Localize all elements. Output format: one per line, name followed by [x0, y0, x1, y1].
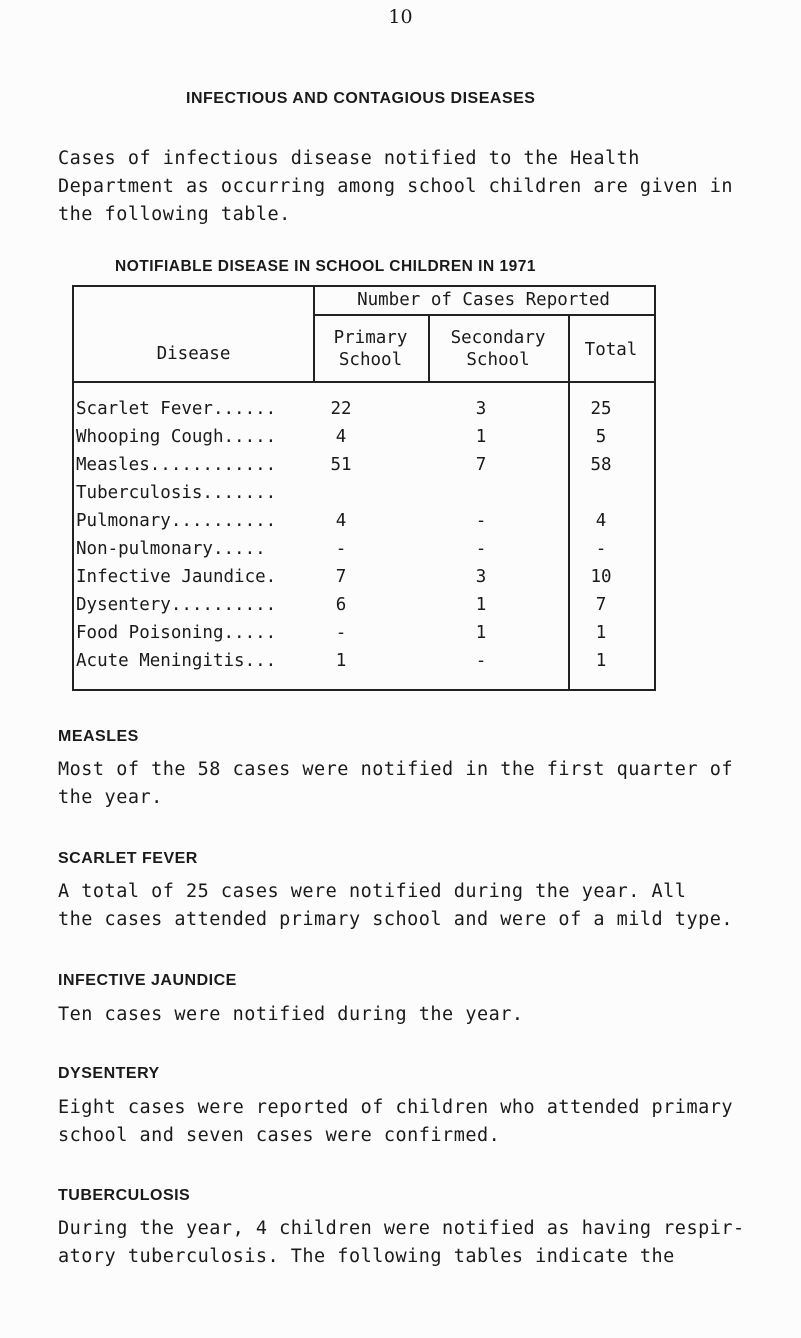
col-header-disease: Disease — [156, 344, 231, 364]
disease-name: Non-pulmonary..... — [76, 539, 266, 559]
table-row — [74, 511, 658, 538]
col-header-secondary-line: School — [466, 350, 530, 370]
disease-name: Food Poisoning..... — [76, 623, 277, 643]
primary-count: 4 — [335, 427, 347, 447]
secondary-count: 3 — [475, 567, 487, 587]
total-count: 1 — [595, 623, 607, 643]
table-row — [74, 399, 658, 426]
disease-name: Scarlet Fever...... — [76, 399, 277, 419]
section-heading-dysentery: DYSENTERY — [58, 1065, 160, 1082]
primary-count: 1 — [335, 651, 347, 671]
col-header-secondary-line: Secondary — [450, 328, 546, 348]
secondary-count: 3 — [475, 399, 487, 419]
disease-name: Dysentery.......... — [76, 595, 277, 615]
total-count: 1 — [595, 651, 607, 671]
disease-table — [72, 285, 656, 691]
table-row — [74, 455, 658, 482]
section-heading-infective-jaundice: INFECTIVE JAUNDICE — [58, 972, 237, 989]
tuberculosis-line: atory tuberculosis. The following tables indicate the — [58, 1246, 675, 1267]
table-row — [74, 483, 658, 510]
dysentery-line: school and seven cases were confirmed. — [58, 1125, 501, 1146]
table-row — [74, 623, 658, 650]
jaundice-paragraph — [58, 1001, 778, 1029]
disease-name: Acute Meningitis... — [76, 651, 277, 671]
intro-line: the following table. — [58, 204, 291, 225]
table-row — [74, 427, 658, 454]
disease-name: Infective Jaundice. — [76, 567, 277, 587]
section-heading-scarlet-fever: SCARLET FEVER — [58, 850, 198, 867]
jaundice-line: Ten cases were notified during the year. — [58, 1004, 524, 1025]
total-count: 7 — [595, 595, 607, 615]
total-count: - — [595, 539, 607, 559]
table-divider — [74, 381, 654, 383]
tuberculosis-paragraph — [58, 1215, 778, 1271]
table-divider — [313, 314, 654, 316]
total-count: 5 — [595, 427, 607, 447]
table-row — [74, 539, 658, 566]
disease-name: Pulmonary.......... — [76, 511, 277, 531]
scarlet-fever-line: the cases attended primary school and were of a mild type. — [58, 909, 734, 930]
total-count: 58 — [590, 455, 612, 475]
primary-count: 22 — [330, 399, 352, 419]
primary-count: 6 — [335, 595, 347, 615]
secondary-count: - — [475, 651, 487, 671]
scarlet-fever-line: A total of 25 cases were notified during the year. All — [58, 881, 687, 902]
primary-count: - — [335, 539, 347, 559]
measles-paragraph — [58, 756, 778, 812]
secondary-count: - — [475, 511, 487, 531]
section-heading-tuberculosis: TUBERCULOSIS — [58, 1187, 191, 1204]
col-header-secondary — [428, 327, 568, 371]
primary-count: 51 — [330, 455, 352, 475]
secondary-count: - — [475, 539, 487, 559]
total-count: 4 — [595, 511, 607, 531]
scarlet-fever-paragraph — [58, 878, 778, 934]
group-header: Number of Cases Reported — [357, 290, 610, 310]
total-count: 10 — [590, 567, 612, 587]
disease-name: Whooping Cough..... — [76, 427, 277, 447]
intro-paragraph — [58, 145, 778, 229]
measles-line: Most of the 58 cases were notified in the first quarter of — [58, 759, 734, 780]
secondary-count: 1 — [475, 427, 487, 447]
table-caption: NOTIFIABLE DISEASE IN SCHOOL CHILDREN IN 1971 — [115, 258, 536, 275]
col-header-primary-line: School — [338, 350, 403, 370]
dysentery-line: Eight cases were reported of children who attended primary — [58, 1097, 734, 1118]
intro-line: Cases of infectious disease notified to the Health — [58, 148, 640, 169]
table-row — [74, 567, 658, 594]
table-row — [74, 651, 658, 678]
disease-name: Measles............ — [76, 455, 277, 475]
secondary-count: 1 — [475, 595, 487, 615]
page-title: INFECTIOUS AND CONTAGIOUS DISEASES — [186, 90, 536, 107]
col-header-total: Total — [584, 340, 638, 360]
dysentery-paragraph — [58, 1094, 778, 1150]
section-heading-measles: MEASLES — [58, 728, 139, 745]
measles-line: the year. — [58, 787, 163, 808]
col-header-primary-line: Primary — [333, 328, 408, 348]
total-count: 25 — [590, 399, 612, 419]
table-row — [74, 595, 658, 622]
intro-line: Department as occurring among school children are given in — [58, 176, 734, 197]
primary-count: - — [335, 623, 347, 643]
page-number: 10 — [388, 6, 413, 28]
col-header-primary — [313, 327, 428, 371]
secondary-count: 7 — [475, 455, 487, 475]
tuberculosis-line: During the year, 4 children were notified as having respir- — [58, 1218, 745, 1239]
primary-count: 7 — [335, 567, 347, 587]
disease-name: Tuberculosis....... — [76, 483, 277, 503]
primary-count: 4 — [335, 511, 347, 531]
secondary-count: 1 — [475, 623, 487, 643]
